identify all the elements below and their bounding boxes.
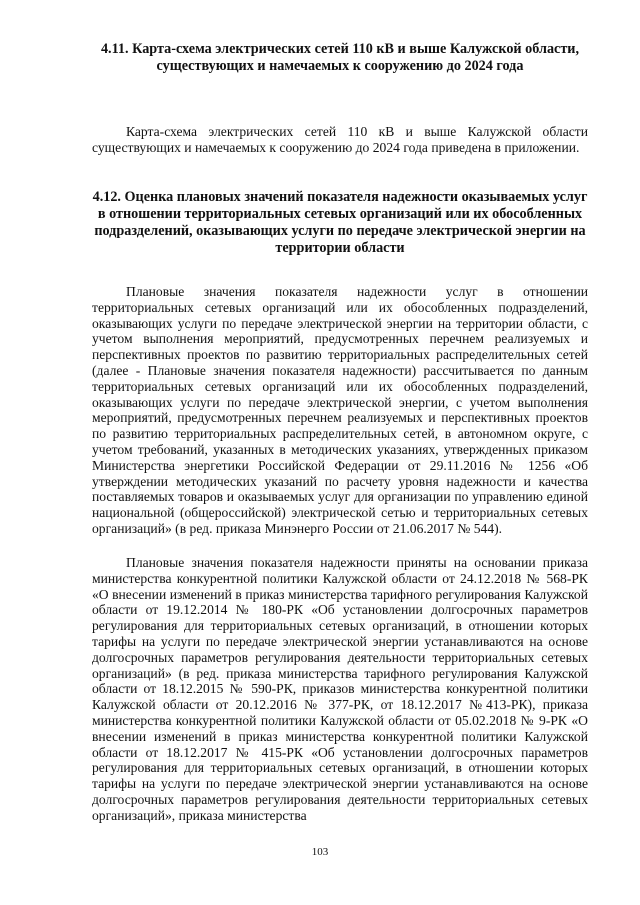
section-4-12-heading: 4.12. Оценка плановых значений показателя надежности оказываемых услуг в отношении территориальных сетевых организаций или их обособленных подразделений, оказывающих услуги по передаче электрической энергии на территории области (92, 189, 588, 256)
page-number: 103 (311, 846, 329, 858)
section-4-11-heading: 4.11. Карта-схема электрических сетей 110 кВ и выше Калужской области, существующих и намечаемых к сооружению до 2024 года (100, 41, 580, 74)
section-4-12-paragraph-2: Плановые значения показателя надежности приняты на основании приказа министерства конкурентной политики Калужской области от 24.12.2018 № 568-РК «О внесении изменений в приказ министерства тарифного регулирования Калужской области от 19.12.2014 № 180-РК «Об установлении долгосрочных параметров регулирования для территориальных сетевых организаций, в отношении которых тарифы на услуги по передаче электрической энергии устанавливаются на основе долгосрочных параметров регулирования деятельности территориальных сетевых организаций» (в ред. приказа министерства тарифного регулирования Калужской области от 18.12.2015 № 590-РК, приказов министерства конкурентной политики Калужской области от 20.12.2016 № 377-РК, от 18.12.2017 №413-РК), приказа министерства конкурентной политики Калужской области от 05.02.2018 № 9-РК «О внесении изменений в приказ министерства конкурентной политики Калужской области от 18.12.2017 № 415-РК «Об установлении долгосрочных параметров регулирования для территориальных сетевых организаций, в отношении которых тарифы на услуги по передаче электрической энергии устанавливаются на основе долгосрочных параметров регулирования деятельности территориальных сетевых организаций», приказа министерства (92, 555, 588, 823)
section-4-12-paragraph-1: Плановые значения показателя надежности услуг в отношении территориальных сетевых организаций или их обособленных подразделений, оказывающих услуги по передаче электрической энергии на территории области, с учетом выполнения мероприятий, предусмотренных перечнем реализуемых и перспективных проектов по развитию территориальных распределительных сетей (далее - Плановые значения показателя надежности) рассчитывается по данным территориальных сетевых организаций или их обособленных подразделений, оказывающих услуги по передаче электрической энергии, с учетом выполнения мероприятий, предусмотренных перечнем реализуемых и перспективных проектов по развитию территориальных распределительных сетей, в автономном округе, с учетом требований, указанных в методических указаниях, утвержденных приказом Министерства энергетики Российской Федерации от 29.11.2016 № 1256 «Об утверждении методических указаний по расчету уровня надежности и качества поставляемых товаров и оказываемых услуг для организации по управлению единой национальной (общероссийской) электрической сетью и территориальных сетевых организаций» (в ред. приказа Минэнерго России от 21.06.2017 № 544). (92, 284, 588, 536)
section-4-11-paragraph: Карта-схема электрических сетей 110 кВ и выше Калужской области существующих и намечаемых к сооружению до 2024 года приведена в приложении. (92, 124, 588, 155)
